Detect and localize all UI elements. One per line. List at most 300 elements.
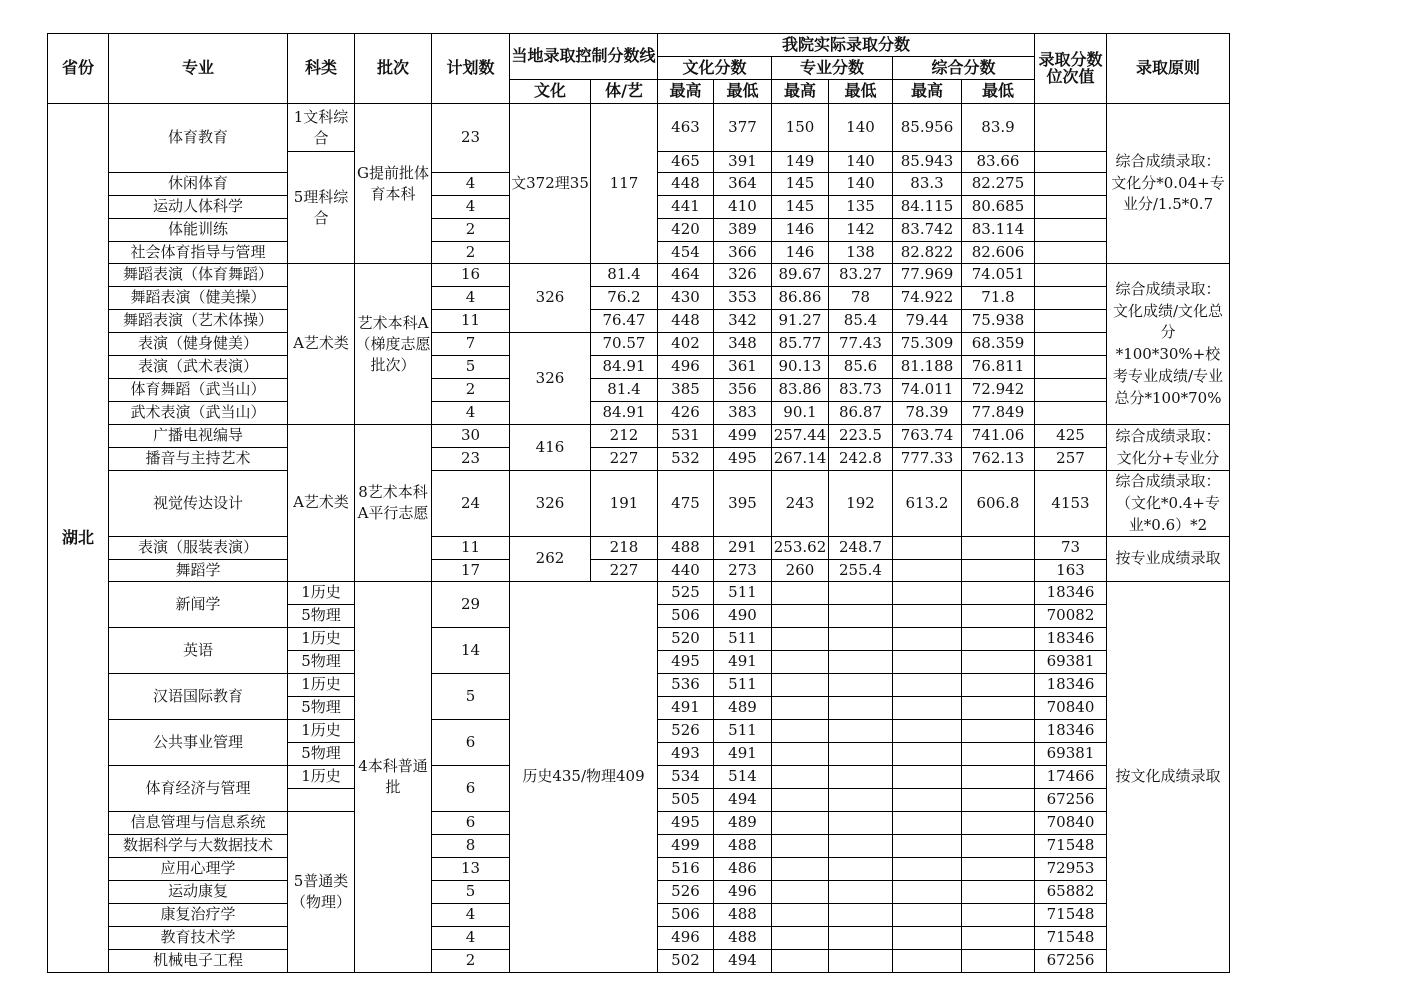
professional-min-cell: 142 [829,219,893,242]
rank-cell: 18346 [1035,720,1107,743]
professional-min-cell [829,651,893,674]
control-art-cell: 76.2 [591,287,658,310]
rank-cell [1035,242,1107,264]
culture-max-cell: 464 [658,264,714,287]
professional-min-cell: 83.73 [829,379,893,402]
plan-cell: 23 [432,104,510,173]
major-cell: 广播电视编导 [109,425,288,448]
culture-min-cell: 488 [714,835,772,858]
culture-min-cell: 494 [714,789,772,812]
culture-max-cell: 525 [658,582,714,605]
subject-cell: 5普通类（物理） [288,812,355,973]
culture-max-cell: 496 [658,356,714,379]
plan-cell: 7 [432,333,510,356]
composite-min-cell: 82.606 [962,242,1035,264]
province-cell: 湖北 [48,104,109,973]
subject-cell: 5物理 [288,697,355,720]
professional-max-cell [772,789,829,812]
composite-min-cell: 82.275 [962,173,1035,196]
professional-min-cell [829,582,893,605]
professional-max-cell [772,651,829,674]
culture-min-cell: 496 [714,881,772,904]
professional-min-cell: 248.7 [829,537,893,560]
composite-max-cell [893,651,962,674]
composite-min-cell [962,789,1035,812]
professional-max-cell: 145 [772,196,829,219]
composite-max-cell [893,537,962,560]
subject-cell [288,789,355,812]
rank-cell: 4153 [1035,471,1107,537]
rank-cell: 17466 [1035,766,1107,789]
principle-cell: 综合成绩录取：文化成绩/文化总分*100*30%+校考专业成绩/专业总分*100*70% [1107,264,1230,425]
major-cell: 表演（健身健美） [109,333,288,356]
major-cell: 社会体育指导与管理 [109,242,288,264]
rank-cell: 73 [1035,537,1107,560]
composite-max-cell [893,743,962,766]
professional-max-cell [772,950,829,973]
culture-min-cell: 361 [714,356,772,379]
rank-cell [1035,310,1107,333]
culture-max-cell: 488 [658,537,714,560]
composite-max-cell: 83.3 [893,173,962,196]
composite-min-cell: 74.051 [962,264,1035,287]
major-cell: 舞蹈表演（健美操） [109,287,288,310]
major-cell: 表演（服装表演） [109,537,288,560]
culture-min-cell: 511 [714,674,772,697]
composite-min-cell: 80.685 [962,196,1035,219]
composite-max-cell: 79.44 [893,310,962,333]
professional-min-cell [829,858,893,881]
culture-max-cell: 463 [658,104,714,152]
plan-cell: 4 [432,904,510,927]
subject-cell: 1历史 [288,720,355,743]
professional-max-cell [772,766,829,789]
professional-min-cell [829,628,893,651]
subject-cell: 1历史 [288,582,355,605]
control-art-cell: 84.91 [591,356,658,379]
control-art-cell: 227 [591,560,658,582]
composite-min-cell [962,674,1035,697]
major-cell: 运动人体科学 [109,196,288,219]
header-culture-min: 最低 [714,80,772,104]
rank-cell: 71548 [1035,927,1107,950]
plan-cell: 24 [432,471,510,537]
rank-cell: 163 [1035,560,1107,582]
composite-min-cell: 83.114 [962,219,1035,242]
professional-max-cell: 253.62 [772,537,829,560]
culture-max-cell: 493 [658,743,714,766]
culture-max-cell: 526 [658,720,714,743]
control-art-cell: 84.91 [591,402,658,425]
professional-max-cell: 146 [772,242,829,264]
composite-max-cell: 75.309 [893,333,962,356]
subject-cell: 1文科综合 [288,104,355,152]
major-cell: 播音与主持艺术 [109,448,288,471]
header-professional-max: 最高 [772,80,829,104]
plan-cell: 4 [432,402,510,425]
header-professional-min: 最低 [829,80,893,104]
plan-cell: 8 [432,835,510,858]
header-control-line: 当地录取控制分数线 [510,34,658,80]
culture-max-cell: 502 [658,950,714,973]
professional-max-cell: 89.67 [772,264,829,287]
plan-cell: 5 [432,356,510,379]
composite-max-cell: 777.33 [893,448,962,471]
professional-max-cell [772,605,829,628]
plan-cell: 11 [432,537,510,560]
control-art-cell: 70.57 [591,333,658,356]
professional-max-cell: 145 [772,173,829,196]
major-cell: 体育教育 [109,104,288,173]
professional-max-cell [772,835,829,858]
professional-min-cell: 85.6 [829,356,893,379]
professional-min-cell [829,697,893,720]
header-province: 省份 [48,34,109,104]
professional-max-cell: 267.14 [772,448,829,471]
professional-max-cell: 83.86 [772,379,829,402]
professional-max-cell [772,881,829,904]
culture-min-cell: 488 [714,927,772,950]
plan-cell: 29 [432,582,510,628]
professional-max-cell [772,812,829,835]
composite-max-cell: 83.742 [893,219,962,242]
composite-min-cell [962,766,1035,789]
rank-cell [1035,402,1107,425]
batch-cell: 8艺术本科A平行志愿 [355,425,432,582]
composite-min-cell [962,537,1035,560]
subject-cell: 5物理 [288,651,355,674]
culture-min-cell: 395 [714,471,772,537]
subject-cell: A艺术类 [288,425,355,582]
culture-min-cell: 490 [714,605,772,628]
composite-max-cell [893,812,962,835]
major-cell: 休闲体育 [109,173,288,196]
professional-min-cell: 85.4 [829,310,893,333]
plan-cell: 4 [432,287,510,310]
principle-cell: 综合成绩录取：（文化*0.4+专业*0.6）*2 [1107,471,1230,537]
professional-min-cell: 77.43 [829,333,893,356]
major-cell: 康复治疗学 [109,904,288,927]
composite-max-cell: 85.943 [893,152,962,173]
composite-min-cell: 83.9 [962,104,1035,152]
major-cell: 汉语国际教育 [109,674,288,720]
composite-max-cell [893,881,962,904]
major-cell: 体能训练 [109,219,288,242]
composite-max-cell [893,835,962,858]
culture-max-cell: 475 [658,471,714,537]
culture-min-cell: 489 [714,812,772,835]
control-art-cell: 191 [591,471,658,537]
composite-min-cell [962,835,1035,858]
major-cell: 机械电子工程 [109,950,288,973]
culture-min-cell: 511 [714,628,772,651]
culture-max-cell: 505 [658,789,714,812]
culture-min-cell: 342 [714,310,772,333]
professional-min-cell: 135 [829,196,893,219]
rank-cell: 65882 [1035,881,1107,904]
plan-cell: 14 [432,628,510,674]
culture-max-cell: 491 [658,697,714,720]
major-cell: 应用心理学 [109,858,288,881]
control-culture-cell: 416 [510,425,591,471]
admission-score-table [47,33,1230,973]
composite-max-cell: 81.188 [893,356,962,379]
control-art-cell: 227 [591,448,658,471]
composite-max-cell [893,904,962,927]
composite-min-cell [962,904,1035,927]
professional-max-cell [772,927,829,950]
professional-max-cell [772,904,829,927]
composite-max-cell: 74.011 [893,379,962,402]
composite-min-cell [962,858,1035,881]
culture-max-cell: 495 [658,812,714,835]
plan-cell: 17 [432,560,510,582]
rank-cell [1035,287,1107,310]
composite-max-cell: 78.39 [893,402,962,425]
batch-cell: G提前批体育本科 [355,104,432,264]
culture-max-cell: 402 [658,333,714,356]
control-art-cell: 76.47 [591,310,658,333]
composite-min-cell: 68.359 [962,333,1035,356]
plan-cell: 4 [432,173,510,196]
culture-min-cell: 499 [714,425,772,448]
culture-max-cell: 520 [658,628,714,651]
rank-cell [1035,196,1107,219]
culture-max-cell: 420 [658,219,714,242]
culture-min-cell: 495 [714,448,772,471]
major-cell: 数据科学与大数据技术 [109,835,288,858]
culture-max-cell: 430 [658,287,714,310]
professional-max-cell: 85.77 [772,333,829,356]
composite-min-cell [962,950,1035,973]
plan-cell: 6 [432,720,510,766]
culture-max-cell: 496 [658,927,714,950]
major-cell: 视觉传达设计 [109,471,288,537]
professional-min-cell: 255.4 [829,560,893,582]
composite-max-cell: 613.2 [893,471,962,537]
header-ctrl-culture: 文化 [510,80,591,104]
professional-max-cell: 149 [772,152,829,173]
professional-max-cell: 91.27 [772,310,829,333]
batch-cell: 艺术本科A（梯度志愿批次） [355,264,432,425]
culture-max-cell: 495 [658,651,714,674]
major-cell: 舞蹈表演（艺术体操） [109,310,288,333]
culture-min-cell: 489 [714,697,772,720]
culture-min-cell: 291 [714,537,772,560]
composite-min-cell [962,628,1035,651]
composite-min-cell [962,605,1035,628]
professional-min-cell [829,789,893,812]
composite-min-cell [962,812,1035,835]
control-culture-cell: 文372理35 [510,104,591,264]
professional-min-cell: 78 [829,287,893,310]
composite-max-cell [893,720,962,743]
composite-max-cell [893,858,962,881]
batch-cell: 4本科普通批 [355,582,432,973]
culture-max-cell: 534 [658,766,714,789]
rank-cell: 69381 [1035,651,1107,674]
culture-min-cell: 389 [714,219,772,242]
culture-min-cell: 353 [714,287,772,310]
header-ctrl-sport-art: 体/艺 [591,80,658,104]
professional-min-cell: 138 [829,242,893,264]
composite-min-cell [962,881,1035,904]
professional-max-cell [772,720,829,743]
composite-min-cell [962,927,1035,950]
rank-cell [1035,152,1107,173]
composite-max-cell [893,628,962,651]
culture-max-cell: 441 [658,196,714,219]
professional-max-cell: 243 [772,471,829,537]
professional-min-cell: 242.8 [829,448,893,471]
subject-cell: 1历史 [288,766,355,789]
professional-min-cell: 83.27 [829,264,893,287]
major-cell: 运动康复 [109,881,288,904]
culture-min-cell: 383 [714,402,772,425]
culture-max-cell: 516 [658,858,714,881]
composite-max-cell [893,560,962,582]
professional-min-cell [829,812,893,835]
professional-min-cell: 140 [829,173,893,196]
major-cell: 表演（武术表演） [109,356,288,379]
culture-min-cell: 326 [714,264,772,287]
culture-min-cell: 511 [714,720,772,743]
composite-max-cell [893,605,962,628]
culture-max-cell: 526 [658,881,714,904]
subject-cell: A艺术类 [288,264,355,425]
rank-cell [1035,219,1107,242]
composite-max-cell [893,789,962,812]
culture-max-cell: 532 [658,448,714,471]
culture-min-cell: 366 [714,242,772,264]
culture-min-cell: 356 [714,379,772,402]
principle-cell: 综合成绩录取：文化分+专业分 [1107,425,1230,471]
professional-max-cell: 150 [772,104,829,152]
major-cell: 信息管理与信息系统 [109,812,288,835]
composite-min-cell: 77.849 [962,402,1035,425]
composite-min-cell: 71.8 [962,287,1035,310]
header-rank: 录取分数位次值 [1035,34,1107,104]
professional-max-cell: 257.44 [772,425,829,448]
composite-min-cell [962,560,1035,582]
header-batch: 批次 [355,34,432,104]
composite-min-cell [962,720,1035,743]
plan-cell: 5 [432,881,510,904]
professional-min-cell [829,904,893,927]
composite-min-cell: 606.8 [962,471,1035,537]
composite-max-cell: 84.115 [893,196,962,219]
composite-max-cell [893,697,962,720]
control-culture-cell: 326 [510,333,591,425]
header-culture-max: 最高 [658,80,714,104]
culture-min-cell: 273 [714,560,772,582]
major-cell: 体育舞蹈（武当山） [109,379,288,402]
professional-min-cell [829,927,893,950]
culture-max-cell: 531 [658,425,714,448]
composite-min-cell [962,651,1035,674]
rank-cell [1035,379,1107,402]
composite-max-cell: 82.822 [893,242,962,264]
professional-min-cell: 86.87 [829,402,893,425]
rank-cell [1035,173,1107,196]
plan-cell: 4 [432,196,510,219]
header-professional-score: 专业分数 [772,57,893,80]
culture-max-cell: 454 [658,242,714,264]
professional-max-cell [772,743,829,766]
plan-cell: 30 [432,425,510,448]
culture-min-cell: 511 [714,582,772,605]
control-art-cell: 218 [591,537,658,560]
culture-min-cell: 391 [714,152,772,173]
professional-max-cell [772,582,829,605]
rank-cell [1035,333,1107,356]
composite-min-cell: 762.13 [962,448,1035,471]
professional-max-cell [772,674,829,697]
professional-max-cell [772,628,829,651]
composite-min-cell: 741.06 [962,425,1035,448]
culture-min-cell: 491 [714,651,772,674]
professional-max-cell [772,697,829,720]
rank-cell: 70082 [1035,605,1107,628]
culture-min-cell: 377 [714,104,772,152]
header-culture-score: 文化分数 [658,57,772,80]
principle-cell: 按文化成绩录取 [1107,582,1230,973]
subject-cell: 5物理 [288,605,355,628]
rank-cell: 18346 [1035,582,1107,605]
plan-cell: 16 [432,264,510,287]
subject-cell: 1历史 [288,628,355,651]
plan-cell: 6 [432,812,510,835]
professional-max-cell: 260 [772,560,829,582]
culture-max-cell: 536 [658,674,714,697]
rank-cell: 71548 [1035,835,1107,858]
culture-max-cell: 506 [658,904,714,927]
rank-cell: 71548 [1035,904,1107,927]
plan-cell: 2 [432,379,510,402]
major-cell: 舞蹈表演（体育舞蹈） [109,264,288,287]
professional-max-cell: 90.13 [772,356,829,379]
rank-cell: 70840 [1035,812,1107,835]
culture-max-cell: 426 [658,402,714,425]
professional-max-cell: 146 [772,219,829,242]
control-art-cell: 212 [591,425,658,448]
plan-cell: 23 [432,448,510,471]
major-cell: 体育经济与管理 [109,766,288,812]
major-cell: 舞蹈学 [109,560,288,582]
rank-cell: 72953 [1035,858,1107,881]
header-composite-score: 综合分数 [893,57,1035,80]
rank-cell: 69381 [1035,743,1107,766]
header-subject: 科类 [288,34,355,104]
control-sport-cell: 117 [591,104,658,264]
professional-min-cell [829,674,893,697]
rank-cell: 67256 [1035,789,1107,812]
professional-min-cell [829,605,893,628]
composite-max-cell [893,582,962,605]
culture-min-cell: 491 [714,743,772,766]
plan-cell: 11 [432,310,510,333]
composite-max-cell [893,674,962,697]
plan-cell: 4 [432,927,510,950]
rank-cell [1035,356,1107,379]
culture-max-cell: 448 [658,310,714,333]
culture-min-cell: 348 [714,333,772,356]
composite-min-cell [962,582,1035,605]
rank-cell: 425 [1035,425,1107,448]
composite-min-cell: 83.66 [962,152,1035,173]
composite-max-cell: 763.74 [893,425,962,448]
professional-min-cell: 140 [829,104,893,152]
